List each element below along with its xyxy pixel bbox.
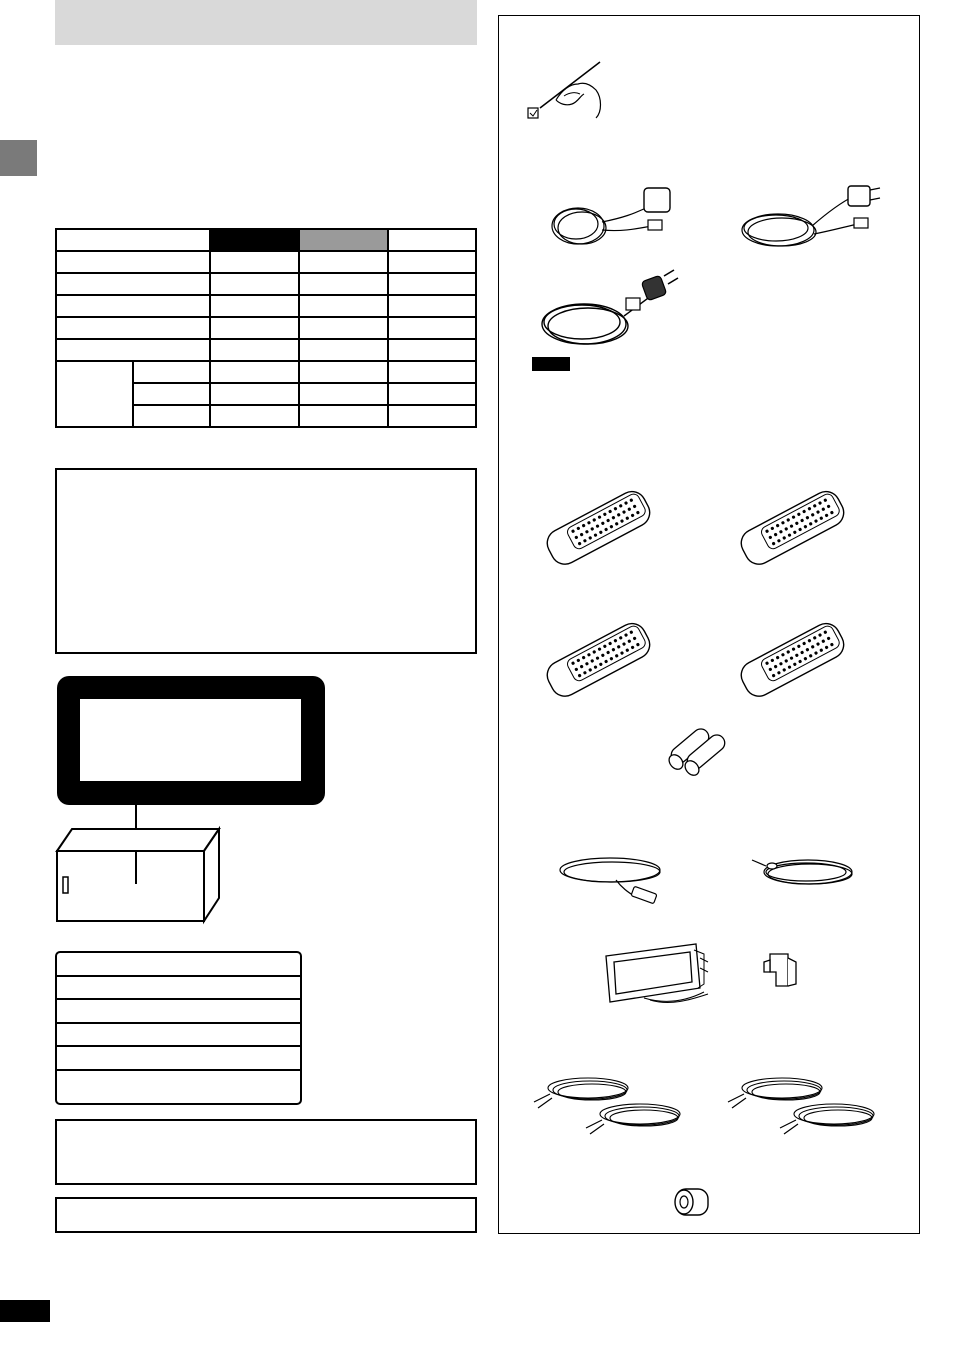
caution-notice-box [55,468,477,654]
hand-pen-checkmark-icon [526,60,606,122]
speaker-cable-icon [528,1072,688,1144]
remote-control-icon [540,616,656,702]
two-pin-power-cord-icon [738,176,888,250]
table-row [56,339,476,361]
disc-compatibility-table [55,228,477,428]
page-number-tab [0,1300,50,1322]
list-item [57,953,300,977]
am-antenna-wire-icon [748,852,858,892]
speaker-cable-icon [722,1072,882,1144]
fm-antenna-icon [556,852,666,908]
table-header-black [210,229,299,251]
list-item [57,1024,300,1048]
euro-power-cord-icon [538,262,680,348]
laser-product-label [57,676,325,805]
table-header-row [56,229,476,251]
uk-power-cord-icon [548,178,678,250]
section-side-tab [0,140,37,176]
list-item [57,1071,300,1095]
table-row [56,295,476,317]
laser-label-text-area [80,699,301,781]
region-tag [532,357,570,371]
list-item [57,1047,300,1071]
table-row [56,251,476,273]
remote-control-icon [734,616,850,702]
table-row [56,361,476,383]
table-group-cell [56,361,133,427]
info-list-box [55,951,302,1105]
note-box-small [55,1197,477,1233]
table-row [56,273,476,295]
note-box [55,1119,477,1185]
table-row [56,317,476,339]
table-header-white [388,229,476,251]
table-header-grey [299,229,388,251]
antenna-holder-icon [760,950,800,990]
loop-antenna-icon [604,944,716,1008]
list-item [57,977,300,1001]
ferrite-core-icon [670,1186,714,1218]
list-item [57,1000,300,1024]
battery-pair-icon [664,724,734,774]
section-header-bar [55,0,477,45]
unit-rear-illustration [55,804,225,926]
remote-control-icon [540,484,656,570]
remote-control-icon [734,484,850,570]
table-cell [56,229,210,251]
